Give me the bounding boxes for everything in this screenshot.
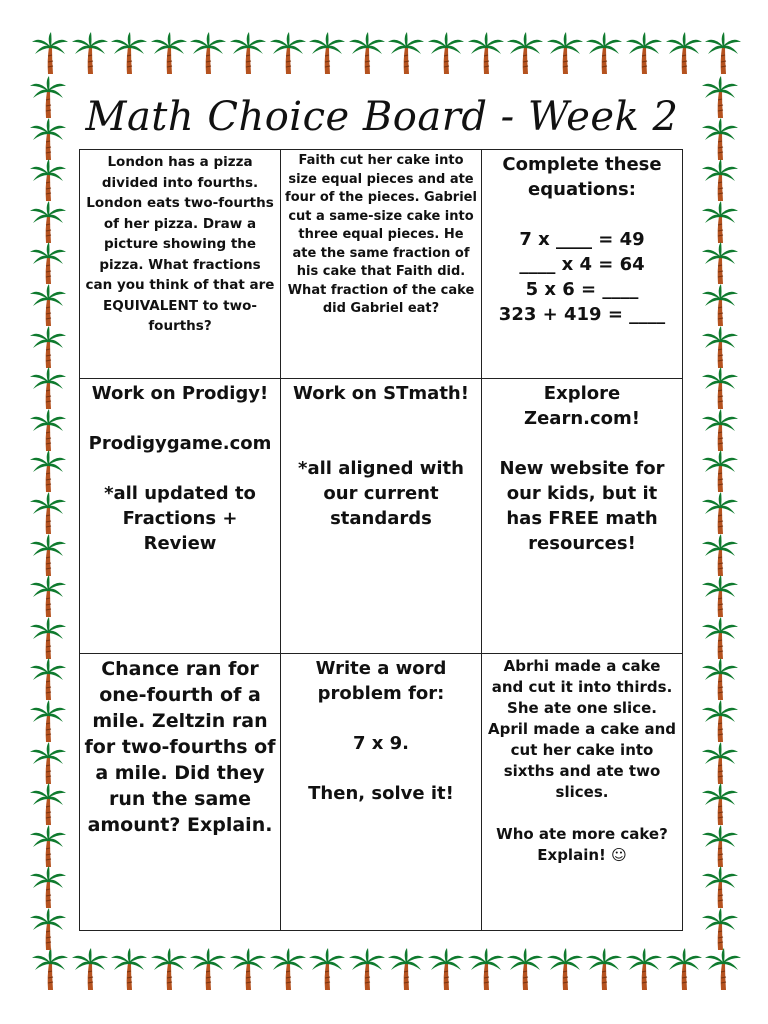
palm-tree-icon: [28, 700, 68, 744]
palm-tree-icon: [703, 948, 743, 992]
palm-tree-icon: [70, 32, 110, 76]
palm-tree-icon: [700, 159, 740, 203]
palm-tree-icon: [700, 76, 740, 120]
palm-tree-icon: [545, 32, 585, 76]
palm-tree-icon: [700, 617, 740, 661]
palm-tree-icon: [700, 409, 740, 453]
equation-line: 5 x 6 = ____: [525, 279, 639, 300]
choice-board: [79, 149, 683, 931]
palm-tree-icon: [28, 242, 68, 286]
board-cell-cake-compare: [482, 654, 683, 931]
palm-tree-icon: [28, 908, 68, 952]
palm-tree-icon: [28, 742, 68, 786]
cell-text: *all updated to Fractions + Review: [104, 483, 256, 554]
palm-tree-icon: [703, 32, 743, 76]
cell-text: Who ate more cake? Explain! ☺: [496, 825, 668, 864]
palm-tree-icon: [700, 284, 740, 328]
board-cell-equations: [482, 150, 683, 379]
palm-tree-icon: [28, 617, 68, 661]
palm-tree-icon: [70, 948, 110, 992]
equation-line: ____ x 4 = 64: [519, 254, 645, 275]
board-row: [80, 379, 683, 654]
board-row: [80, 654, 683, 931]
palm-tree-icon: [30, 32, 70, 76]
cell-text: 7 x 9.: [352, 733, 410, 754]
palm-tree-icon: [700, 450, 740, 494]
palm-tree-icon: [268, 32, 308, 76]
page-title: Math Choice Board - Week 2: [85, 94, 679, 140]
palm-tree-icon: [28, 534, 68, 578]
board-cell-pizza: [80, 150, 281, 379]
palm-tree-icon: [466, 948, 506, 992]
palm-tree-icon: [188, 948, 228, 992]
palm-tree-icon: [28, 492, 68, 536]
palm-tree-icon: [386, 948, 426, 992]
palm-tree-icon: [268, 948, 308, 992]
palm-tree-icon: [700, 742, 740, 786]
palm-tree-icon: [700, 118, 740, 162]
palm-tree-icon: [700, 575, 740, 619]
palm-tree-icon: [149, 32, 189, 76]
palm-tree-icon: [700, 908, 740, 952]
equation-line: 323 + 419 = ____: [498, 304, 666, 325]
palm-tree-icon: [28, 866, 68, 910]
palm-tree-icon: [28, 409, 68, 453]
palm-tree-icon: [505, 948, 545, 992]
palm-tree-icon: [700, 367, 740, 411]
palm-tree-icon: [228, 948, 268, 992]
cell-text: Abrhi made a cake and cut it into thirds. She ate one slice. April made a cake and cut her cake into sixths and ate two slices.: [488, 657, 676, 801]
palm-tree-icon: [228, 32, 268, 76]
cell-text: London has a pizza divided into fourths. London eats two-fourths of her pizza. Draw a picture showing the pizza. What fractions can you think of that are EQUIVALENT to two-fourths?: [85, 154, 275, 334]
equation-line: 7 x ____ = 49: [519, 229, 645, 250]
palm-tree-icon: [28, 658, 68, 702]
cell-heading: Explore Zearn.com!: [524, 383, 640, 429]
palm-tree-icon: [700, 492, 740, 536]
palm-tree-icon: [307, 32, 347, 76]
cell-heading: Complete these equations:: [502, 154, 662, 200]
palm-tree-icon: [109, 32, 149, 76]
cell-link-text: Prodigygame.com: [88, 433, 272, 454]
palm-tree-icon: [386, 32, 426, 76]
palm-tree-icon: [700, 783, 740, 827]
palm-tree-icon: [700, 326, 740, 370]
palm-tree-icon: [700, 658, 740, 702]
palm-tree-icon: [700, 700, 740, 744]
palm-tree-icon: [30, 948, 70, 992]
palm-tree-icon: [28, 450, 68, 494]
palm-tree-icon: [28, 783, 68, 827]
palm-tree-icon: [426, 948, 466, 992]
palm-tree-icon: [347, 948, 387, 992]
cell-text: New website for our kids, but it has FREE math resources!: [499, 458, 665, 554]
palm-tree-icon: [28, 201, 68, 245]
palm-tree-icon: [347, 32, 387, 76]
palm-tree-icon: [28, 159, 68, 203]
cell-heading: Work on Prodigy!: [91, 383, 269, 404]
cell-text: Faith cut her cake into size equal pieces and ate four of the pieces. Gabriel cut a same-size cake into three equal pieces. He ate the same fraction of his cake that Faith did. What fraction of the cake did Gabriel eat?: [285, 153, 477, 316]
palm-tree-icon: [545, 948, 585, 992]
board-cell-zearn: [482, 379, 683, 654]
board-row: [80, 150, 683, 379]
cell-text: Then, solve it!: [308, 783, 454, 804]
palm-tree-icon: [466, 32, 506, 76]
board-cell-stmath: [281, 379, 482, 654]
palm-tree-icon: [624, 32, 664, 76]
board-cell-word-problem: [281, 654, 482, 931]
palm-tree-icon: [700, 242, 740, 286]
palm-tree-icon: [149, 948, 189, 992]
cell-text: *all aligned with our current standards: [298, 458, 464, 529]
palm-tree-icon: [700, 866, 740, 910]
cell-text: Chance ran for one-fourth of a mile. Zeltzin ran for two-fourths of a mile. Did they run the same amount? Explain.: [84, 658, 276, 836]
palm-tree-icon: [28, 825, 68, 869]
palm-tree-icon: [584, 948, 624, 992]
palm-tree-icon: [426, 32, 466, 76]
board-cell-cake: [281, 150, 482, 379]
cell-heading: Work on STmath!: [293, 383, 469, 404]
palm-tree-icon: [624, 948, 664, 992]
palm-tree-icon: [28, 76, 68, 120]
palm-tree-icon: [700, 534, 740, 578]
palm-tree-icon: [664, 32, 704, 76]
board-cell-prodigy: [80, 379, 281, 654]
palm-tree-icon: [28, 367, 68, 411]
palm-tree-icon: [28, 118, 68, 162]
palm-tree-icon: [700, 825, 740, 869]
palm-tree-icon: [28, 284, 68, 328]
palm-tree-icon: [188, 32, 228, 76]
palm-tree-icon: [700, 201, 740, 245]
palm-tree-icon: [664, 948, 704, 992]
palm-tree-icon: [584, 32, 624, 76]
palm-tree-icon: [505, 32, 545, 76]
cell-heading: Write a word problem for:: [315, 658, 447, 704]
palm-tree-icon: [109, 948, 149, 992]
board-cell-running: [80, 654, 281, 931]
palm-tree-icon: [307, 948, 347, 992]
palm-tree-icon: [28, 326, 68, 370]
palm-tree-icon: [28, 575, 68, 619]
